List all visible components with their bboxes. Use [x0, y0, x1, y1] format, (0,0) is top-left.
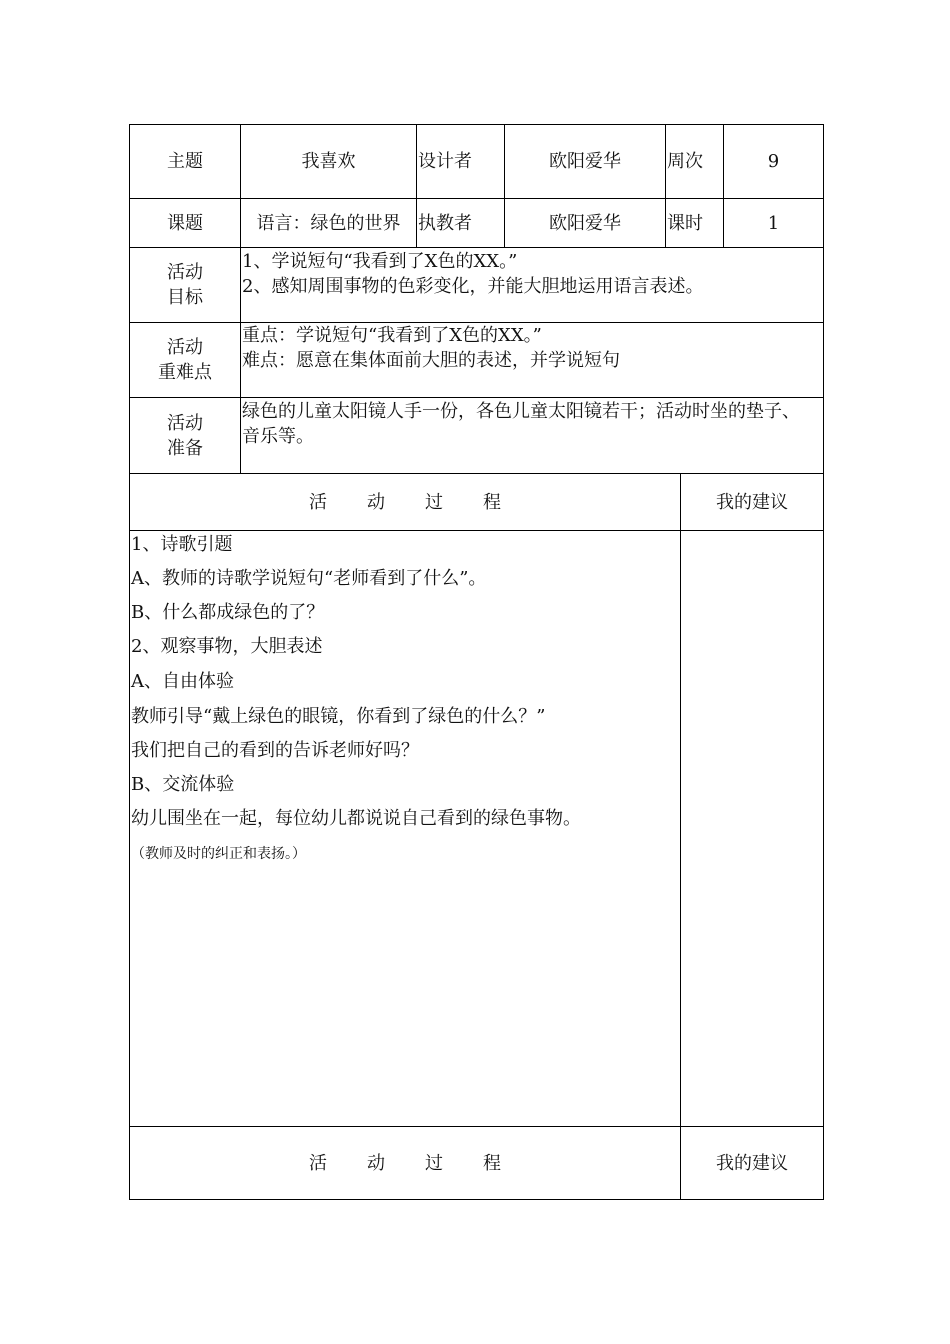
key-points-label	[130, 323, 240, 397]
teacher-value: 欧阳爱华	[549, 212, 621, 234]
table-border-suggestion-col	[680, 473, 681, 1200]
process-header-title	[130, 474, 680, 530]
teacher-label: 执教者	[418, 212, 472, 234]
key-points-label-line1: 活动	[167, 337, 203, 358]
key-points-label-line2: 重难点	[158, 362, 212, 383]
theme-value: 我喜欢	[301, 151, 356, 172]
process-line: A、自由体验	[131, 671, 234, 692]
process-footer-char: 动	[367, 1152, 385, 1174]
goals-label-line2: 目标	[167, 287, 203, 308]
table-border-bottom	[129, 1199, 824, 1200]
process-line: 教师引导“戴上绿色的眼镜，你看到了绿色的什么？”	[131, 706, 546, 727]
preparation-content	[242, 399, 822, 449]
process-footer-char: 活	[309, 1152, 327, 1174]
process-footer-char: 程	[483, 1152, 501, 1174]
process-header-char: 动	[367, 491, 385, 513]
process-header-char: 程	[483, 491, 501, 513]
process-line: 幼儿围坐在一起，每位幼儿都说说自己看到的绿色事物。	[131, 808, 581, 829]
preparation-label-line1: 活动	[167, 412, 203, 434]
process-line: B、交流体验	[131, 774, 235, 795]
goals-label-line1: 活动	[167, 262, 203, 283]
period-label: 课时	[667, 212, 703, 234]
process-header-char: 活	[309, 491, 327, 513]
designer-label: 设计者	[418, 151, 472, 172]
key-points-line: 难点：愿意在集体面前大胆的表述，并学说短句	[242, 350, 620, 371]
suggestion-footer: 我的建议	[716, 1152, 788, 1174]
process-footer-char: 过	[425, 1152, 443, 1174]
preparation-label-line2: 准备	[167, 437, 203, 459]
process-note: （教师及时的纠正和表扬。）	[131, 846, 306, 862]
process-header-char: 过	[425, 491, 443, 513]
topic-label: 课题	[167, 212, 203, 234]
preparation-line: 音乐等。	[242, 426, 314, 447]
process-line: B、什么都成绿色的了？	[131, 602, 325, 623]
preparation-label	[130, 398, 240, 473]
week-label: 周次	[667, 151, 703, 172]
process-line: 2、观察事物，大胆表述	[131, 636, 323, 657]
period-value: 1	[767, 212, 780, 234]
table-border-row6	[129, 530, 824, 531]
key-points-content	[242, 323, 822, 373]
designer-value: 欧阳爱华	[549, 151, 621, 172]
goals-label	[130, 248, 240, 322]
process-line: 我们把自己的看到的告诉老师好吗？	[131, 740, 419, 761]
preparation-line: 绿色的儿童太阳镜人手一份，各色儿童太阳镜若干；活动时坐的垫子、	[242, 401, 800, 422]
goals-line: 2、感知周围事物的色彩变化，并能大胆地运用语言表述。	[242, 276, 704, 297]
process-footer-title	[130, 1127, 680, 1199]
theme-label: 主题	[167, 151, 203, 172]
table-border-col5	[665, 124, 666, 248]
week-value: 9	[767, 151, 780, 172]
process-line: A、教师的诗歌学说短句“老师看到了什么”。	[131, 568, 487, 589]
process-line: 1、诗歌引题	[131, 534, 233, 555]
suggestion-header: 我的建议	[716, 491, 788, 513]
key-points-line: 重点：学说短句“我看到了X色的XX。”	[242, 325, 542, 346]
topic-value: 语言：绿色的世界	[256, 212, 401, 234]
goals-line: 1、学说短句“我看到了X色的XX。”	[242, 251, 518, 272]
goals-content	[242, 249, 822, 299]
table-border-right	[823, 124, 824, 1200]
table-border-col3	[416, 124, 417, 248]
